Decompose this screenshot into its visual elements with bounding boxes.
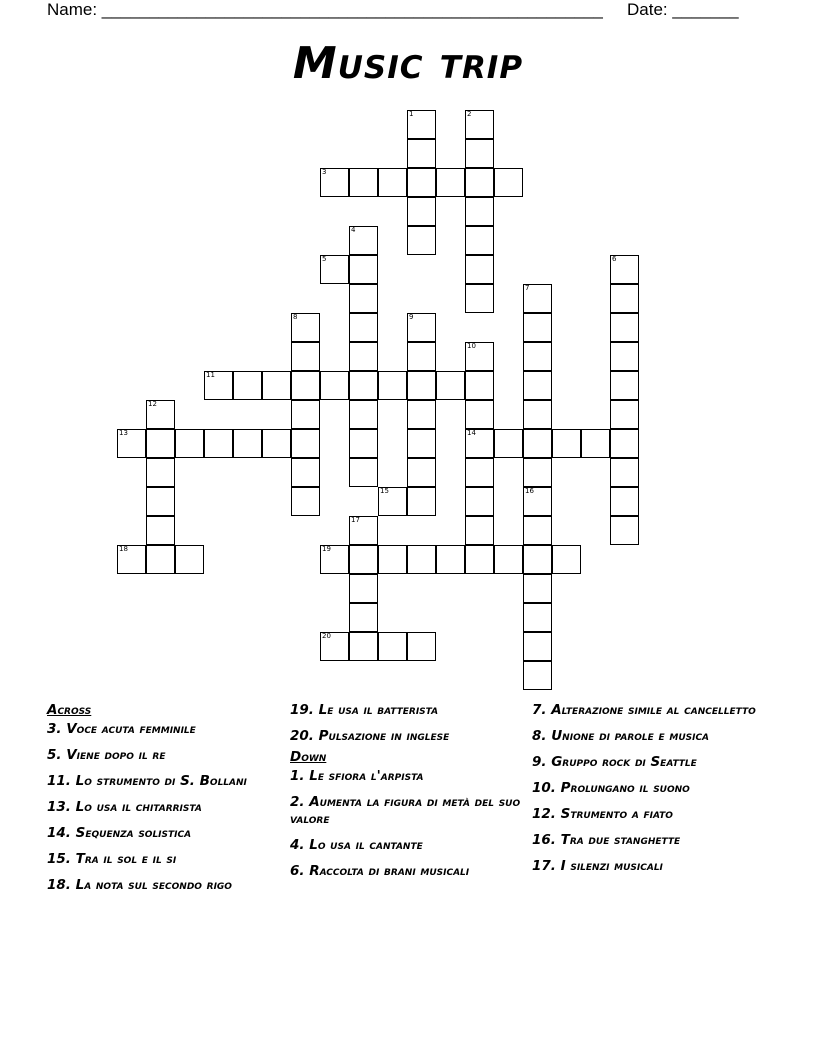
crossword-cell[interactable] <box>146 516 175 545</box>
clue-across-13: 13. Lo usa il chitarrista <box>47 799 202 815</box>
crossword-cell[interactable] <box>349 458 378 487</box>
crossword-cell[interactable] <box>204 429 233 458</box>
crossword-cell[interactable] <box>291 371 320 400</box>
clue-across-14: 14. Sequenza solistica <box>47 825 192 841</box>
crossword-cell[interactable] <box>349 226 378 255</box>
crossword-cell[interactable] <box>291 487 320 516</box>
clue-down-6: 6. Raccolta di brani musicali <box>290 863 470 879</box>
clue-down-9: 9. Gruppo rock di Seattle <box>532 754 697 770</box>
crossword-cell[interactable] <box>320 255 349 284</box>
crossword-cell[interactable] <box>610 284 639 313</box>
crossword-cell[interactable] <box>117 429 146 458</box>
crossword-cell[interactable] <box>523 429 552 458</box>
crossword-cell[interactable] <box>465 197 494 226</box>
clue-number: 6 <box>612 255 617 263</box>
crossword-cell[interactable] <box>146 458 175 487</box>
clue-number: 17 <box>351 516 360 524</box>
crossword-cell[interactable] <box>349 574 378 603</box>
crossword-cell[interactable] <box>349 400 378 429</box>
name-field: Name: _____________________________________________________ <box>47 0 603 19</box>
crossword-cell[interactable] <box>378 632 407 661</box>
crossword-cell[interactable] <box>523 574 552 603</box>
crossword-cell[interactable] <box>523 371 552 400</box>
crossword-cell[interactable] <box>465 110 494 139</box>
crossword-cell[interactable] <box>465 429 494 458</box>
crossword-cell[interactable] <box>465 400 494 429</box>
crossword-cell[interactable] <box>320 168 349 197</box>
crossword-cell[interactable] <box>146 487 175 516</box>
crossword-cell[interactable] <box>320 632 349 661</box>
crossword-cell[interactable] <box>146 545 175 574</box>
crossword-cell[interactable] <box>465 284 494 313</box>
page-title: Music trip <box>292 38 524 89</box>
date-field: Date: _______ <box>627 0 739 19</box>
crossword-cell[interactable] <box>349 516 378 545</box>
crossword-cell[interactable] <box>523 632 552 661</box>
crossword-cell[interactable] <box>407 168 436 197</box>
clue-number: 13 <box>119 429 128 437</box>
crossword-cell[interactable] <box>465 545 494 574</box>
crossword-cell[interactable] <box>204 371 233 400</box>
crossword-cell[interactable] <box>581 429 610 458</box>
crossword-cell[interactable] <box>610 487 639 516</box>
clue-number: 4 <box>351 226 356 234</box>
crossword-cell[interactable] <box>349 429 378 458</box>
clue-number: 16 <box>525 487 534 495</box>
crossword-cell[interactable] <box>262 429 291 458</box>
clues-column-2 <box>290 702 522 889</box>
crossword-cell[interactable] <box>494 545 523 574</box>
clue-down-16: 16. Tra due stanghette <box>532 832 681 848</box>
crossword-cell[interactable] <box>349 371 378 400</box>
crossword-cell[interactable] <box>407 632 436 661</box>
crossword-cell[interactable] <box>407 139 436 168</box>
crossword-cell[interactable] <box>407 545 436 574</box>
crossword-cell[interactable] <box>436 545 465 574</box>
crossword-cell[interactable] <box>523 661 552 690</box>
crossword-cell[interactable] <box>552 545 581 574</box>
crossword-cell[interactable] <box>349 255 378 284</box>
clue-number: 3 <box>322 168 327 176</box>
crossword-cell[interactable] <box>552 429 581 458</box>
clue-number: 7 <box>525 284 530 292</box>
clue-across-3: 3. Voce acuta femminile <box>47 721 196 737</box>
crossword-cell[interactable] <box>436 371 465 400</box>
crossword-cell[interactable] <box>146 400 175 429</box>
clue-across-19: 19. Le usa il batterista <box>290 702 439 718</box>
clue-number: 1 <box>409 110 414 118</box>
crossword-cell[interactable] <box>175 429 204 458</box>
clues-column-1 <box>47 702 272 903</box>
across-heading: Across <box>47 702 92 718</box>
clue-down-2: 2. Aumenta la figura di metà del suo valore <box>290 794 521 827</box>
crossword-cell[interactable] <box>262 371 291 400</box>
clue-down-1: 1. Le sfiora l'arpista <box>290 768 424 784</box>
crossword-cell[interactable] <box>465 487 494 516</box>
crossword-cell[interactable] <box>465 458 494 487</box>
crossword-cell[interactable] <box>465 371 494 400</box>
crossword-cell[interactable] <box>349 342 378 371</box>
clue-down-4: 4. Lo usa il cantante <box>290 837 423 853</box>
crossword-cell[interactable] <box>146 429 175 458</box>
crossword-cell[interactable] <box>523 313 552 342</box>
crossword-cell[interactable] <box>523 545 552 574</box>
crossword-cell[interactable] <box>494 429 523 458</box>
crossword-cell[interactable] <box>349 284 378 313</box>
crossword-cell[interactable] <box>465 168 494 197</box>
clue-down-8: 8. Unione di parole e musica <box>532 728 710 744</box>
clue-across-5: 5. Viene dopo il re <box>47 747 166 763</box>
crossword-cell[interactable] <box>349 632 378 661</box>
crossword-cell[interactable] <box>610 400 639 429</box>
crossword-cell[interactable] <box>523 400 552 429</box>
crossword-cell[interactable] <box>523 603 552 632</box>
crossword-cell[interactable] <box>320 545 349 574</box>
crossword-cell[interactable] <box>291 400 320 429</box>
crossword-cell[interactable] <box>407 400 436 429</box>
crossword-cell[interactable] <box>523 516 552 545</box>
crossword-cell[interactable] <box>407 342 436 371</box>
clue-number: 19 <box>322 545 331 553</box>
crossword-cell[interactable] <box>610 313 639 342</box>
crossword-cell[interactable] <box>523 342 552 371</box>
down-heading: Down <box>290 749 327 765</box>
crossword-cell[interactable] <box>349 313 378 342</box>
crossword-cell[interactable] <box>233 371 262 400</box>
crossword-cell[interactable] <box>407 226 436 255</box>
clue-number: 20 <box>322 632 331 640</box>
clue-number: 15 <box>380 487 389 495</box>
crossword-cell[interactable] <box>407 487 436 516</box>
clue-number: 8 <box>293 313 298 321</box>
crossword-cell[interactable] <box>233 429 262 458</box>
crossword-cell[interactable] <box>610 371 639 400</box>
clue-down-7: 7. Alterazione simile al cancelletto <box>532 702 756 718</box>
clue-number: 2 <box>467 110 472 118</box>
crossword-cell[interactable] <box>465 226 494 255</box>
crossword-cell[interactable] <box>465 342 494 371</box>
clue-down-17: 17. I silenzi musicali <box>532 858 663 874</box>
clues-column-3 <box>532 702 762 884</box>
crossword-cell[interactable] <box>610 342 639 371</box>
clue-across-18: 18. La nota sul secondo rigo <box>47 877 232 893</box>
crossword-cell[interactable] <box>378 487 407 516</box>
crossword-cell[interactable] <box>320 371 349 400</box>
crossword-cell[interactable] <box>610 429 639 458</box>
crossword-cell[interactable] <box>378 371 407 400</box>
clue-number: 10 <box>467 342 476 350</box>
crossword-cell[interactable] <box>407 197 436 226</box>
crossword-cell[interactable] <box>523 487 552 516</box>
clue-down-12: 12. Strumento a fiato <box>532 806 673 822</box>
crossword-cell[interactable] <box>407 429 436 458</box>
crossword-cell[interactable] <box>407 110 436 139</box>
crossword-cell[interactable] <box>349 603 378 632</box>
crossword-cell[interactable] <box>610 458 639 487</box>
crossword-cell[interactable] <box>407 458 436 487</box>
crossword-cell[interactable] <box>407 371 436 400</box>
crossword-cell[interactable] <box>494 168 523 197</box>
clue-number: 5 <box>322 255 327 263</box>
crossword-cell[interactable] <box>465 516 494 545</box>
crossword-cell[interactable] <box>291 342 320 371</box>
clue-across-15: 15. Tra il sol e il si <box>47 851 177 867</box>
crossword-cell[interactable] <box>291 313 320 342</box>
crossword-cell[interactable] <box>610 516 639 545</box>
clue-number: 12 <box>148 400 157 408</box>
crossword-cell[interactable] <box>465 139 494 168</box>
clue-across-20: 20. Pulsazione in inglese <box>290 728 450 744</box>
crossword-cell[interactable] <box>378 168 407 197</box>
crossword-cell[interactable] <box>523 284 552 313</box>
clue-down-10: 10. Prolungano il suono <box>532 780 690 796</box>
crossword-cell[interactable] <box>175 545 204 574</box>
crossword-cell[interactable] <box>117 545 146 574</box>
crossword-cell[interactable] <box>291 458 320 487</box>
clue-number: 9 <box>409 313 414 321</box>
crossword-cell[interactable] <box>436 168 465 197</box>
crossword-cell[interactable] <box>349 545 378 574</box>
clue-number: 14 <box>467 429 476 437</box>
crossword-cell[interactable] <box>610 255 639 284</box>
crossword-cell[interactable] <box>407 313 436 342</box>
crossword-cell[interactable] <box>378 545 407 574</box>
clue-number: 11 <box>206 371 215 379</box>
crossword-cell[interactable] <box>465 255 494 284</box>
crossword-cell[interactable] <box>523 458 552 487</box>
clue-number: 18 <box>119 545 128 553</box>
crossword-cell[interactable] <box>349 168 378 197</box>
crossword-cell[interactable] <box>291 429 320 458</box>
clue-across-11: 11. Lo strumento di S. Bollani <box>47 773 247 789</box>
